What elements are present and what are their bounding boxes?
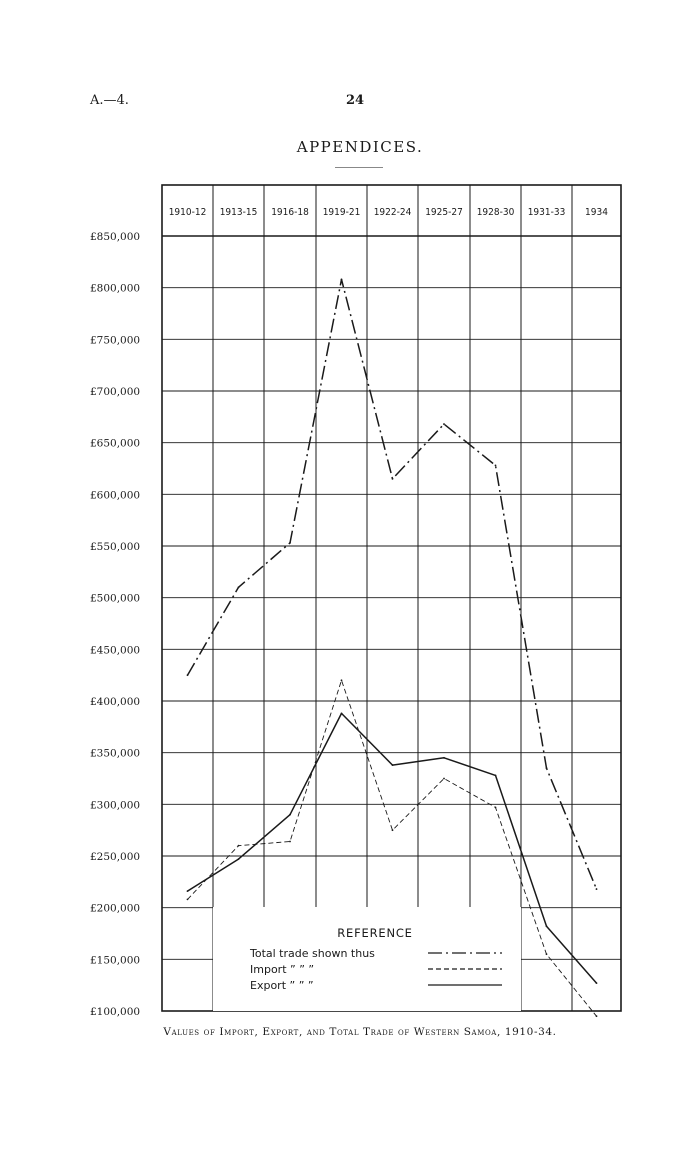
page-number: 24 [345,93,365,108]
data-point-export [187,890,189,892]
data-point-total [596,888,598,890]
data-point-total [238,586,240,588]
series-line-total [188,279,597,889]
legend-entry-label: Export ” ” ” [250,979,314,992]
data-point-import [495,807,497,809]
data-point-total [546,767,548,769]
data-point-export [289,814,291,816]
x-category-label: 1931-33 [527,207,566,218]
y-tick-label: £450,000 [90,644,141,657]
data-point-total [289,542,291,544]
x-category-label: 1910-12 [168,207,207,218]
data-point-export [546,925,548,927]
data-point-import [546,953,548,955]
figure-caption: Values of Import, Export, and Total Trade of Western Samoa, 1910-34. [163,1026,557,1038]
data-point-import [443,778,445,780]
data-point-import [289,841,291,843]
y-tick-label: £750,000 [90,334,141,347]
x-category-label: 1925-27 [425,207,463,218]
y-tick-label: £300,000 [90,799,141,812]
y-tick-label: £650,000 [90,437,141,450]
data-point-export [596,982,598,984]
x-category-label: 1928-30 [476,207,515,218]
data-point-export [341,713,343,715]
x-category-label: 1913-15 [219,207,258,218]
data-point-total [443,423,445,425]
document-reference: A.—4. [90,93,129,108]
x-category-label: 1922-24 [373,207,412,218]
data-point-import [187,899,189,901]
y-tick-label: £500,000 [90,592,141,605]
legend-entry-label: Import ” ” ” [250,963,315,976]
y-tick-label: £200,000 [90,902,141,915]
data-point-total [341,279,343,281]
data-point-export [495,775,497,777]
data-point-total [392,478,394,480]
data-point-total [187,674,189,676]
data-point-import [596,1015,598,1017]
x-category-label: 1934 [585,207,608,218]
data-point-import [392,829,394,831]
section-title: APPENDICES. [296,138,424,156]
data-point-import [238,845,240,847]
y-tick-label: £850,000 [90,231,141,243]
y-tick-label: £800,000 [90,282,141,295]
y-tick-label: £100,000 [90,1006,141,1018]
y-tick-label: £350,000 [90,747,141,760]
legend-entry-label: Total trade shown thus [250,947,375,960]
x-category-label: 1916-18 [271,207,309,218]
x-category-label: 1919-21 [322,207,361,218]
data-point-total [495,465,497,467]
y-tick-label: £250,000 [90,851,141,863]
y-tick-label: £150,000 [90,954,141,967]
data-point-export [392,764,394,766]
y-tick-label: £400,000 [90,696,141,708]
y-tick-label: £550,000 [90,541,141,553]
y-tick-label: £600,000 [90,489,141,502]
data-point-export [238,858,240,860]
y-tick-label: £700,000 [90,386,141,398]
data-point-import [341,679,343,681]
data-point-export [443,757,445,759]
legend-title: REFERENCE [337,926,413,940]
